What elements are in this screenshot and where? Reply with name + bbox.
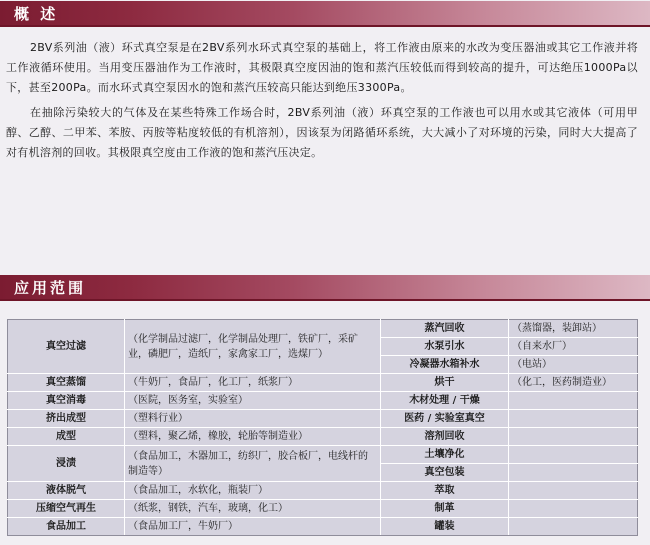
application-name: 溶剂回收 (381, 428, 509, 446)
application-name: 压缩空气再生 (8, 500, 125, 518)
overview-paragraph-1: 2BV系列油（液）环式真空泵是在2BV系列水环式真空泵的基础上，将工作液由原来的水改为变压器油或其它工作液并将工作液循环使用。当用变压器油作为工作液时，其极限真空度因油的饱和蒸汽压较低而得到较高的提升，可达绝压1000Pa以下，甚至200Pa。而水环式真空泵因水的饱和蒸汽压较高只能达到绝压3300Pa。 (6, 41, 638, 94)
table-row (8, 500, 638, 518)
table-row (8, 320, 638, 338)
application-detail: （化工，医药制造业） (509, 374, 638, 392)
application-name: 罐装 (381, 518, 509, 536)
overview-paragraph-2: 在抽除污染较大的气体及在某些特殊工作场合时，2BV系列油（液）环真空泵的工作液也可以用水或其它液体（可用甲醇、乙醇、二甲苯、苯胺、丙胺等粘度较低的有机溶剂），因该泵为闭路循环系统，大大减小了对环境的污染，同时大大提高了对有机溶剂的回收。其极限真空度由工作液的饱和蒸汽压决定。 (6, 106, 638, 159)
application-detail (509, 446, 638, 464)
table-row (8, 428, 638, 446)
application-detail: （蒸馏器，装卸站） (509, 320, 638, 338)
application-detail (509, 392, 638, 410)
application-name: 真空包装 (381, 464, 509, 482)
table-row (8, 482, 638, 500)
application-name: 木材处理 / 干燥 (381, 392, 509, 410)
application-scope-table (7, 319, 638, 536)
application-detail: （电站） (509, 356, 638, 374)
application-detail: （塑料，聚乙烯，橡胶，轮胎等制造业） (125, 428, 381, 446)
application-name: 制革 (381, 500, 509, 518)
application-detail: （纸浆，钢铁，汽车，玻璃，化工） (125, 500, 381, 518)
table-row (8, 392, 638, 410)
overview-banner (0, 1, 650, 25)
application-detail (509, 500, 638, 518)
application-detail: （食品加工，木器加工，纺织厂，胶合板厂，电线杆的制造等） (125, 446, 381, 482)
application-name: 萃取 (381, 482, 509, 500)
application-detail: （食品加工，水软化，瓶装厂） (125, 482, 381, 500)
application-name: 蒸汽回收 (381, 320, 509, 338)
application-detail (509, 428, 638, 446)
application-detail: （食品加工厂，牛奶厂） (125, 518, 381, 536)
application-detail: （化学制品过滤厂，化学制品处理厂，铁矿厂，采矿业，磷肥厂，造纸厂，家禽家工厂，选煤厂） (125, 320, 381, 374)
application-detail (509, 464, 638, 482)
application-detail (509, 410, 638, 428)
application-name: 成型 (8, 428, 125, 446)
application-detail: （医院，医务室，实验室） (125, 392, 381, 410)
application-name: 液体脱气 (8, 482, 125, 500)
application-name: 真空过滤 (8, 320, 125, 374)
application-detail (509, 518, 638, 536)
application-name: 冷凝器水箱补水 (381, 356, 509, 374)
table-row (8, 446, 638, 464)
application-name: 医药 / 实验室真空 (381, 410, 509, 428)
application-detail (509, 482, 638, 500)
application-name: 真空消毒 (8, 392, 125, 410)
overview-heading: 概 述 (14, 5, 59, 23)
scope-heading: 应用范围 (14, 279, 87, 297)
application-name: 挤出成型 (8, 410, 125, 428)
application-name: 水泵引水 (381, 338, 509, 356)
table-row (8, 374, 638, 392)
application-name: 土壤净化 (381, 446, 509, 464)
scope-banner (0, 275, 650, 299)
table-row (8, 410, 638, 428)
application-name: 食品加工 (8, 518, 125, 536)
table-row (8, 518, 638, 536)
application-name: 浸渍 (8, 446, 125, 482)
application-name: 真空蒸馏 (8, 374, 125, 392)
application-detail: （塑料行业） (125, 410, 381, 428)
application-name: 烘干 (381, 374, 509, 392)
application-detail: （牛奶厂，食品厂，化工厂，纸浆厂） (125, 374, 381, 392)
application-detail: （自来水厂） (509, 338, 638, 356)
overview-text (6, 38, 638, 163)
